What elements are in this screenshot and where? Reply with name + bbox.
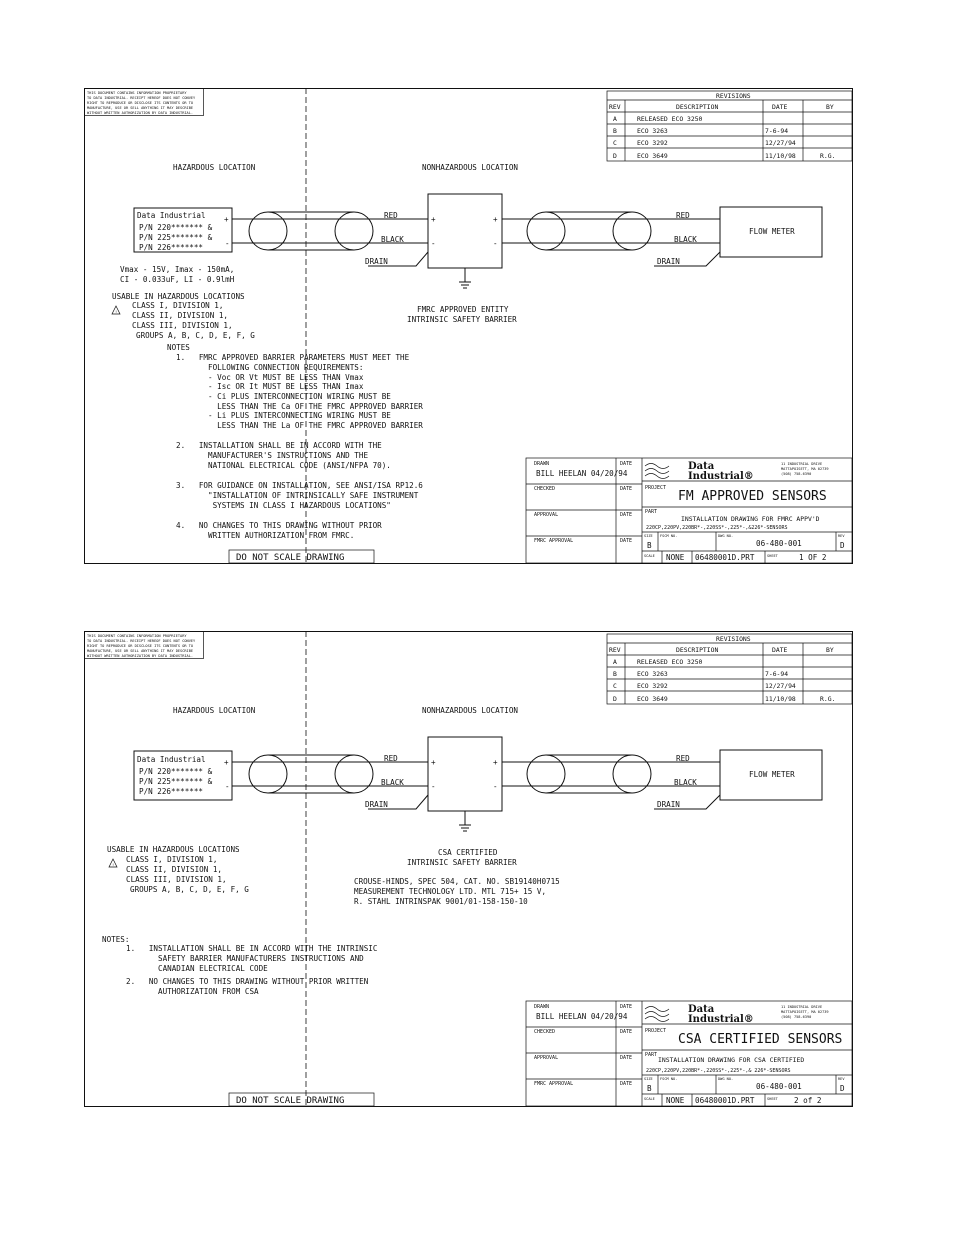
part-description: 220CP,220PV,220BR*-,220SS*-,225*-,& 226*-SENSORS: [646, 1068, 791, 1074]
do-not-scale-text: DO NOT SCALE DRAWING: [236, 1096, 345, 1106]
barrier-label: FMRC APPROVED ENTITY: [417, 305, 509, 314]
note-line: - Ci PLUS INTERCONNECTION WIRING MUST BE: [176, 392, 391, 401]
nonhazardous-location-label: NONHAZARDOUS LOCATION: [422, 706, 519, 715]
approved-barrier-model: R. STAHL INTRINSPAK 9001/01-158-150-10: [354, 897, 528, 906]
by-header: BY: [826, 103, 834, 111]
sensor-plus-terminal: +: [224, 758, 229, 767]
fmrc-approval-label: FMRC APPROVAL: [534, 1081, 574, 1087]
usable-groups: GROUPS A, B, C, D, E, F, G: [136, 331, 255, 340]
usable-class: CLASS II, DIVISION 1,: [132, 311, 229, 320]
warning-mark: !: [115, 310, 118, 314]
sensor-brand: Data Industrial: [137, 755, 206, 764]
safety-barrier-box: [428, 194, 502, 288]
note-line: LESS THAN THE Ca OF THE FMRC APPROVED BARRIER: [176, 402, 423, 411]
wire-red-label: RED: [384, 754, 398, 763]
usable-class: CLASS II, DIVISION 1,: [126, 865, 223, 874]
size-label: SIZE: [644, 534, 653, 538]
company-address: MATTAPOISETT, MA 02739: [781, 1010, 829, 1014]
rev-cell: A: [613, 115, 617, 123]
drawing-number: 06-480-001: [756, 1082, 802, 1091]
part-description: INSTALLATION DRAWING FOR FMRC APPV'D: [681, 515, 820, 523]
sensor-brand: Data Industrial: [137, 211, 206, 220]
company-name: Industrial®: [688, 1014, 754, 1025]
revisions-title: REVISIONS: [716, 635, 751, 643]
usable-class: CLASS I, DIVISION 1,: [132, 301, 224, 310]
rev-cell: D: [613, 695, 617, 703]
note-line: NATIONAL ELECTRICAL CODE (ANSI/NFPA 70).: [176, 461, 391, 470]
flow-meter-box: [720, 750, 822, 800]
note-line: SAFETY BARRIER MANUFACTURERS INSTRUCTIONS AND: [126, 954, 364, 963]
usable-title: USABLE IN HAZARDOUS LOCATIONS: [107, 845, 240, 854]
note-line: 2. NO CHANGES TO THIS DRAWING WITHOUT PRIOR WRITTEN: [126, 977, 369, 986]
description-cell: ECO 3292: [637, 139, 668, 147]
by-header: BY: [826, 646, 834, 654]
entity-parameters: CI - 0.033uF, LI - 0.9lmH: [120, 275, 235, 284]
entity-parameters: Vmax - 15V, Imax - 150mA,: [120, 265, 235, 274]
note-line: FOLLOWING CONNECTION REQUIREMENTS:: [176, 363, 364, 372]
note-line: - Li PLUS INTERCONNECTING WIRING MUST BE: [176, 411, 391, 420]
sensor-minus-terminal: -: [225, 782, 230, 791]
drawn-label: DRAWN: [534, 461, 550, 467]
notes-title: NOTES:: [102, 935, 130, 944]
sensor-part-number: P/N 220******* &: [139, 223, 213, 232]
date-cell: 11/10/98: [765, 152, 796, 160]
sensor-minus-terminal: -: [225, 239, 230, 248]
company-name: Industrial®: [688, 471, 754, 482]
date-label: DATE: [620, 1081, 633, 1087]
barrier-minus-terminal: -: [431, 239, 436, 248]
warning-mark: !: [112, 863, 115, 867]
sensor-part-number: P/N 226*******: [139, 787, 204, 796]
notes-list: [126, 944, 377, 996]
scale-value: NONE: [666, 1096, 685, 1105]
description-cell: RELEASED ECO 3250: [637, 115, 703, 123]
rev-label: REV: [838, 534, 845, 538]
size-label: SIZE: [644, 1077, 653, 1081]
description-cell: RELEASED ECO 3250: [637, 658, 703, 666]
company-name: Data: [688, 461, 715, 472]
fmrc-approval-label: FMRC APPROVAL: [534, 538, 574, 544]
company-address: 11 INDUSTRIAL DRIVE: [781, 1005, 823, 1009]
usable-class: CLASS III, DIVISION 1,: [132, 321, 233, 330]
drawn-by-value: BILL HEELAN 04/20/94: [536, 1012, 628, 1021]
barrier-label: CSA CERTIFIED: [438, 848, 498, 857]
by-cell: R.G.: [820, 695, 836, 703]
rev-label: REV: [838, 1077, 845, 1081]
flow-meter-box: [720, 207, 822, 257]
date-label: DATE: [620, 1004, 633, 1010]
date-label: DATE: [620, 538, 633, 544]
approval-label: APPROVAL: [534, 1055, 559, 1061]
scale-label: SCALE: [644, 554, 655, 558]
wire-black-label: BLACK: [674, 778, 697, 787]
wire-drain-label: DRAIN: [657, 257, 680, 266]
wire-drain-label: DRAIN: [365, 800, 388, 809]
date-cell: 7-6-94: [765, 127, 789, 135]
notice-line: WITHOUT WRITTEN AUTHORIZATION BY DATA INDUSTRIAL.: [87, 111, 194, 115]
notice-line: THIS DOCUMENT CONTAINS INFORMATION PROPRIETARY: [87, 634, 187, 638]
rev-cell: B: [613, 127, 617, 135]
note-line: CANADIAN ELECTRICAL CODE: [126, 964, 268, 973]
by-cell: R.G.: [820, 152, 836, 160]
rev-value: D: [840, 541, 845, 550]
sensor-part-number: P/N 226*******: [139, 243, 204, 252]
nonhazardous-location-label: NONHAZARDOUS LOCATION: [422, 163, 519, 172]
revisions-table: [607, 91, 852, 161]
usable-class: CLASS I, DIVISION 1,: [126, 855, 218, 864]
project-title: CSA CERTIFIED SENSORS: [678, 1032, 843, 1047]
rev-cell: A: [613, 658, 617, 666]
drawn-by-value: BILL HEELAN 04/20/94: [536, 469, 628, 478]
date-label: DATE: [620, 461, 633, 467]
notice-line: THIS DOCUMENT CONTAINS INFORMATION PROPRIETARY: [87, 91, 187, 95]
date-header: DATE: [772, 103, 788, 111]
wire-black-label: BLACK: [381, 235, 404, 244]
sheet-label: SHEET: [767, 1097, 778, 1101]
company-address: 11 INDUSTRIAL DRIVE: [781, 462, 823, 466]
notes-title: NOTES: [167, 343, 190, 352]
note-line: 4. NO CHANGES TO THIS DRAWING WITHOUT PRIOR: [176, 521, 382, 530]
hazardous-location-label: HAZARDOUS LOCATION: [173, 706, 256, 715]
sensor-box: [134, 751, 232, 800]
sheet-number: 1 OF 2: [799, 553, 827, 562]
notice-line: RIGHT TO REPRODUCE OR DISCLOSE ITS CONTENTS OR TO: [87, 101, 194, 105]
company-address: (508) 758-6390: [781, 472, 812, 476]
hazardous-location-label: HAZARDOUS LOCATION: [173, 163, 256, 172]
barrier-label: INTRINSIC SAFETY BARRIER: [407, 858, 517, 867]
title-block: [526, 458, 852, 563]
note-line: WRITTEN AUTHORIZATION FROM FMRC.: [176, 531, 355, 540]
drawing-sheet-2: [84, 631, 853, 1108]
drawing-number: 06-480-001: [756, 539, 802, 548]
sensor-plus-terminal: +: [224, 215, 229, 224]
drawing-sheet-1: [84, 88, 853, 565]
cable-sensor-to-barrier: [232, 754, 428, 809]
usable-title: USABLE IN HAZARDOUS LOCATIONS: [112, 292, 245, 301]
barrier-plus-terminal: +: [493, 758, 498, 767]
company-logo: [645, 1004, 754, 1025]
wire-red-label: RED: [676, 211, 690, 220]
part-label: PART: [645, 1052, 658, 1058]
rev-value: D: [840, 1084, 845, 1093]
size-value: B: [647, 541, 652, 550]
file-name: 06480001D.PRT: [695, 553, 755, 562]
company-logo: [645, 461, 754, 482]
scale-label: SCALE: [644, 1097, 655, 1101]
flow-meter-label: FLOW METER: [749, 227, 795, 236]
rev-header: REV: [609, 646, 621, 654]
date-header: DATE: [772, 646, 788, 654]
wire-black-label: BLACK: [674, 235, 697, 244]
description-cell: ECO 3649: [637, 695, 668, 703]
approval-label: APPROVAL: [534, 512, 559, 518]
rev-header: REV: [609, 103, 621, 111]
flow-meter-label: FLOW METER: [749, 770, 795, 779]
note-line: 1. INSTALLATION SHALL BE IN ACCORD WITH THE INTRINSIC: [126, 944, 378, 953]
date-label: DATE: [620, 1029, 633, 1035]
project-label: PROJECT: [645, 485, 667, 491]
company-address: MATTAPOISETT, MA 02739: [781, 467, 829, 471]
date-cell: 12/27/94: [765, 139, 796, 147]
sensor-part-number: P/N 225******* &: [139, 777, 213, 786]
barrier-plus-terminal: +: [431, 758, 436, 767]
file-name: 06480001D.PRT: [695, 1096, 755, 1105]
note-line: LESS THAN THE La OF THE FMRC APPROVED BARRIER: [176, 421, 423, 430]
description-cell: ECO 3263: [637, 670, 668, 678]
sensor-part-number: P/N 220******* &: [139, 767, 213, 776]
do-not-scale-text: DO NOT SCALE DRAWING: [236, 553, 345, 563]
barrier-label: INTRINSIC SAFETY BARRIER: [407, 315, 517, 324]
wire-red-label: RED: [676, 754, 690, 763]
proprietary-notice: [85, 632, 204, 659]
fscm-label: FSCM NO.: [660, 1077, 678, 1081]
sensor-part-number: P/N 225******* &: [139, 233, 213, 242]
note-line: - Voc OR Vt MUST BE LESS THAN Vmax: [176, 373, 364, 382]
note-line: SYSTEMS IN CLASS I HAZARDOUS LOCATIONS": [176, 501, 391, 510]
barrier-minus-terminal: -: [493, 782, 498, 791]
note-line: 2. INSTALLATION SHALL BE IN ACCORD WITH THE: [176, 441, 382, 450]
notice-line: MANUFACTURE, USE OR SELL ANYTHING IT MAY DESCRIBE: [87, 106, 194, 110]
wire-drain-label: DRAIN: [365, 257, 388, 266]
fscm-label: FSCM NO.: [660, 534, 678, 538]
description-cell: ECO 3292: [637, 682, 668, 690]
warning-icon: [109, 859, 117, 867]
sheet-number: 2 of 2: [794, 1096, 822, 1105]
barrier-minus-terminal: -: [493, 239, 498, 248]
barrier-plus-terminal: +: [493, 215, 498, 224]
note-line: "INSTALLATION OF INTRINSICALLY SAFE INSTRUMENT: [176, 491, 419, 500]
notice-line: TO DATA INDUSTRIAL. RECEIPT HEREOF DOES NOT CONVEY: [87, 96, 196, 100]
date-cell: 7-6-94: [765, 670, 789, 678]
usable-groups: GROUPS A, B, C, D, E, F, G: [130, 885, 249, 894]
approved-barrier-model: MEASUREMENT TECHNOLOGY LTD. MTL 715+ 15 V,: [354, 887, 547, 896]
size-value: B: [647, 1084, 652, 1093]
rev-cell: D: [613, 152, 617, 160]
note-line: 1. FMRC APPROVED BARRIER PARAMETERS MUST MEET THE: [176, 353, 410, 362]
notice-line: TO DATA INDUSTRIAL. RECEIPT HEREOF DOES NOT CONVEY: [87, 639, 196, 643]
project-title: FM APPROVED SENSORS: [678, 489, 827, 504]
project-label: PROJECT: [645, 1028, 667, 1034]
note-line: - Isc OR It MUST BE LESS THAN Imax: [176, 382, 364, 391]
sensor-box: [134, 208, 232, 252]
date-label: DATE: [620, 1055, 633, 1061]
notice-line: RIGHT TO REPRODUCE OR DISCLOSE ITS CONTENTS OR TO: [87, 644, 194, 648]
notice-line: MANUFACTURE, USE OR SELL ANYTHING IT MAY DESCRIBE: [87, 649, 194, 653]
title-block: [526, 1001, 852, 1106]
date-label: DATE: [620, 512, 633, 518]
part-label: PART: [645, 509, 658, 515]
description-header: DESCRIPTION: [676, 646, 719, 654]
dwg-label: DWG NO.: [718, 1077, 734, 1081]
rev-cell: C: [613, 682, 617, 690]
notice-line: WITHOUT WRITTEN AUTHORIZATION BY DATA INDUSTRIAL.: [87, 654, 194, 658]
wire-red-label: RED: [384, 211, 398, 220]
dwg-label: DWG NO.: [718, 534, 734, 538]
rev-cell: B: [613, 670, 617, 678]
wire-drain-label: DRAIN: [657, 800, 680, 809]
company-address: (508) 758-6390: [781, 1015, 812, 1019]
scale-value: NONE: [666, 553, 685, 562]
note-line: AUTHORIZATION FROM CSA: [126, 987, 259, 996]
cable-barrier-to-meter: [502, 211, 720, 266]
proprietary-notice: [85, 89, 204, 116]
revisions-title: REVISIONS: [716, 92, 751, 100]
description-header: DESCRIPTION: [676, 103, 719, 111]
cable-sensor-to-barrier: [232, 211, 428, 266]
note-line: MANUFACTURER'S INSTRUCTIONS AND THE: [176, 451, 369, 460]
description-cell: ECO 3649: [637, 152, 668, 160]
revisions-table: [607, 634, 852, 704]
drawn-label: DRAWN: [534, 1004, 550, 1010]
company-name: Data: [688, 1004, 715, 1015]
notes-list: [176, 353, 423, 540]
checked-label: CHECKED: [534, 1029, 556, 1035]
approved-barrier-model: CROUSE-HINDS, SPEC 504, CAT. NO. SB19140H0715: [354, 877, 560, 886]
note-line: 3. FOR GUIDANCE ON INSTALLATION, SEE ANSI/ISA RP12.6: [176, 481, 423, 490]
barrier-minus-terminal: -: [431, 782, 436, 791]
sheet-label: SHEET: [767, 554, 778, 558]
wire-black-label: BLACK: [381, 778, 404, 787]
usable-class: CLASS III, DIVISION 1,: [126, 875, 227, 884]
rev-cell: C: [613, 139, 617, 147]
date-cell: 11/10/98: [765, 695, 796, 703]
description-cell: ECO 3263: [637, 127, 668, 135]
safety-barrier-box: [428, 737, 502, 831]
cable-barrier-to-meter: [502, 754, 720, 809]
part-description: 220CP,220PV,220BR*-,220SS*-,225*-,&226*-SENSORS: [646, 525, 788, 531]
barrier-plus-terminal: +: [431, 215, 436, 224]
date-label: DATE: [620, 486, 633, 492]
checked-label: CHECKED: [534, 486, 556, 492]
warning-icon: [112, 306, 120, 314]
date-cell: 12/27/94: [765, 682, 796, 690]
part-description: INSTALLATION DRAWING FOR CSA CERTIFIED: [658, 1056, 805, 1064]
